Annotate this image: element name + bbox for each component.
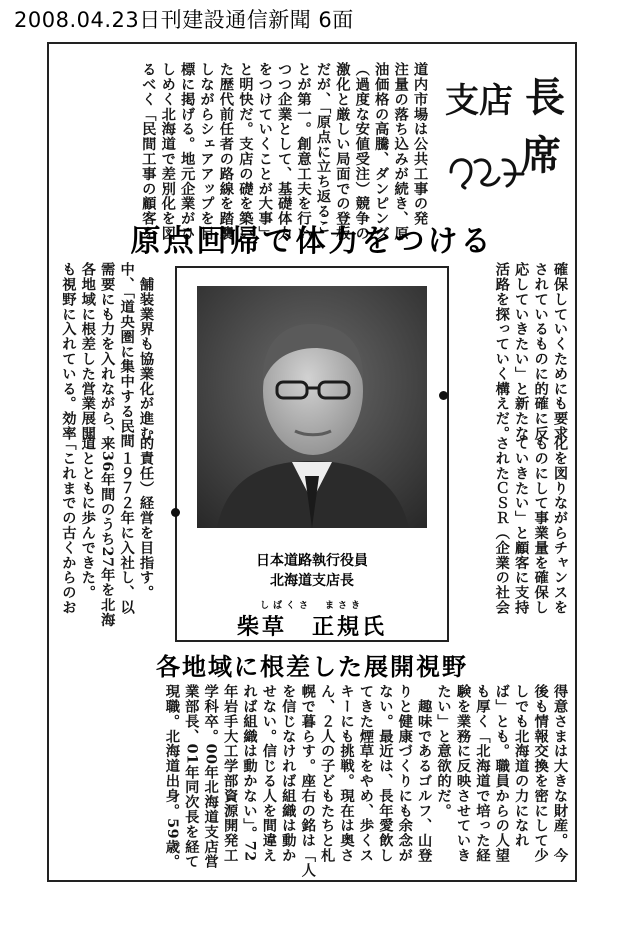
column-block-3: 得意さまは大きな財産。今 後も情報交換を密にして少 しでも北海道の力になれ ば」とも。職員からの人望 も厚く「北海道で培った経 験を業務に反映させていき たい」と意欲的だ。 趣味であるゴルフ、山登 りと健康づくりにも余念が ない。最近は、長年愛飲し てきた煙草をやめ、歩くス キーにも挑戦。現在は奥さ ん、２人の子どもたちと札 幌で暮らす。座右の銘は「人 を信じなければ組織は動か せない。信じる人を間違え れば組織は動かない」。72 年岩手大工学部資源開発工 学科卒。00年北海道支店営 業部長、01年同次長を経て 現職。北海道出身。59歳。 [163, 684, 568, 878]
person-portrait-icon [197, 286, 427, 528]
swirl-icon [447, 150, 527, 194]
logo-word-branch: 支店 [445, 81, 513, 121]
photo-caption-company: 日本道路執行役員 [256, 553, 368, 569]
logo-word-head: 長 [525, 75, 565, 121]
portrait-frame [175, 266, 449, 642]
column-block-2-right-lower: 化を図りながらチャンスを ものにして事業量を確保し ていきたい」と顧客に支持 されたＣＳＲ（企業の社会 [493, 436, 568, 615]
portrait-photo [197, 286, 427, 528]
column-block-2-left-lower: 的責任）経営を目指す。 １９７２年に入社し、以 来36年間のうち27年を北海 道とともに歩んできた。 「これまでの古くからのお [60, 436, 154, 628]
logo-word-seat: 席 [521, 133, 561, 179]
source-caption: 2008.04.23日刊建設通信新聞 6面 [14, 8, 354, 32]
photo-caption-title: 北海道支店長 [270, 573, 354, 589]
headline: 原点回帰で体力をつける [130, 224, 494, 259]
name-ruby: しばくさ まさき [259, 601, 364, 611]
column-block-1: 道内市場は公共工事の発 注量の落ち込みが続き、原 油価格の高騰、ダンピング （過度な安値受注）競争の 激化と厳しい局面での登板 だが、「原点に立ち返るこ とが第一。創意工夫を行い つつ企業として、基礎体力 をつけていくことが大事」 と明快だ。支店の礎を築い た歴代前任者の路線を踏襲 しながらシェアアップを目 標に掲げる。地元企業がひ しめく北海道で差別化を図 るべく「民間工事の顧客を [140, 62, 428, 241]
subheadline: 各地域に根差した展開視野 [156, 652, 468, 681]
column-block-2-left: 舗装業界も協業化が進む 中、「道央圏に集中する民間 需要にも力を入れながら、 各地域に根差した営業展開 も視野に入れている。効率 [60, 262, 154, 449]
column-block-2-right: 確保していくためにも要求 されているものに的確に反 応していきたい」と新たな 活路を探っていく構えだ。 [493, 262, 568, 441]
column-logo [437, 64, 565, 204]
person-name: 柴草 正規氏 [236, 614, 387, 640]
article-box [47, 42, 577, 882]
connector-dot [439, 391, 448, 400]
connector-dot [171, 508, 180, 517]
